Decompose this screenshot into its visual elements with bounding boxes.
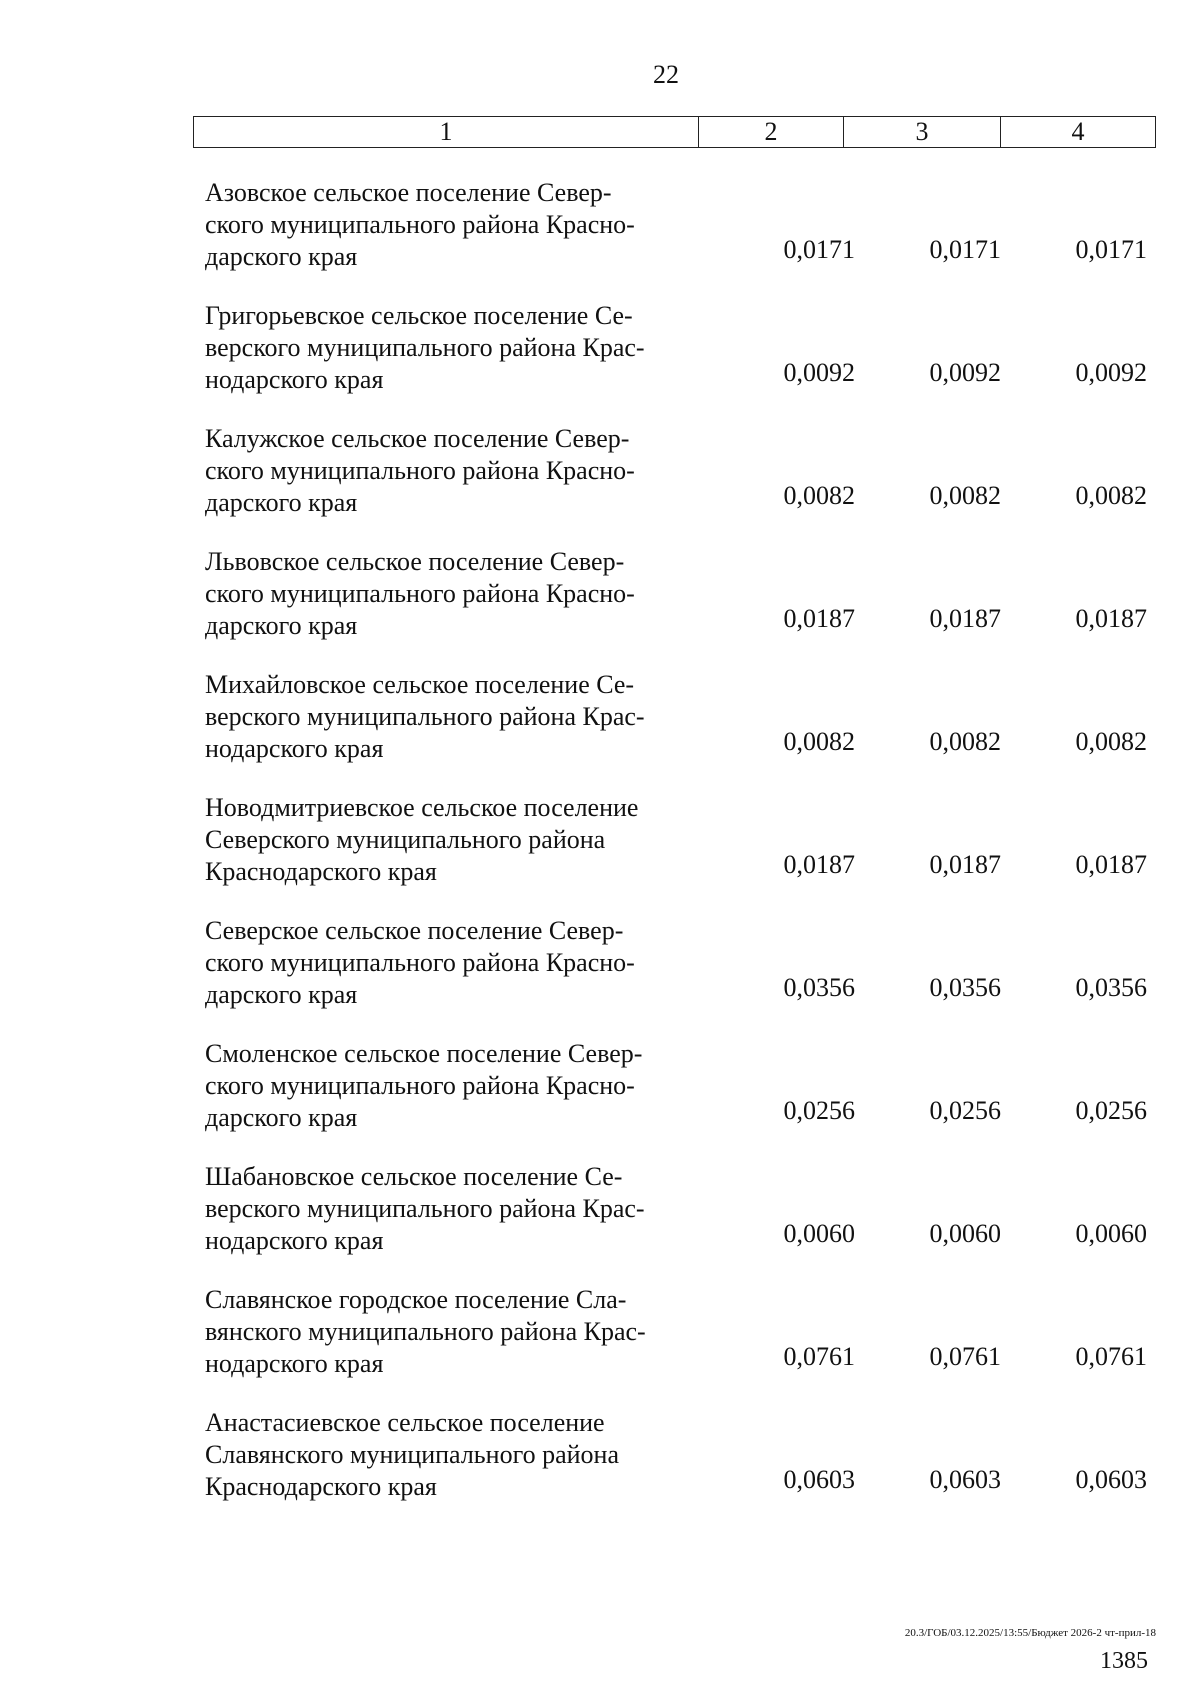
- value-col-4: 0,0171: [1075, 235, 1147, 264]
- value-col-3: 0,0187: [929, 604, 1001, 633]
- settlement-name-line: Михайловское сельское поселение Се-: [205, 670, 635, 699]
- table-row: [205, 150, 1155, 273]
- header-col-3: 3: [844, 117, 1001, 148]
- value-col-2: 0,0603: [783, 1465, 855, 1494]
- document-stamp: 20.3/ГОБ/03.12.2025/13:55/Бюджет 2026-2 чт-прил-18: [904, 1627, 1156, 1639]
- settlement-name: [205, 1038, 695, 1134]
- settlement-name-line: дарского края: [205, 242, 358, 271]
- table-row: [205, 273, 1155, 396]
- page-number: 22: [653, 60, 679, 89]
- settlement-name-line: Новодмитриевское сельское поселение: [205, 793, 639, 822]
- table-body: [205, 150, 1155, 1503]
- settlement-name-line: Львовское сельское поселение Север-: [205, 547, 625, 576]
- value-col-2: 0,0187: [783, 850, 855, 879]
- value-col-4: 0,0761: [1075, 1342, 1147, 1371]
- value-col-4: 0,0092: [1075, 358, 1147, 387]
- settlement-name-line: дарского края: [205, 980, 358, 1009]
- settlement-name-line: Северское сельское поселение Север-: [205, 916, 624, 945]
- settlement-name-line: ского муниципального района Красно-: [205, 1071, 635, 1100]
- settlement-name: [205, 1407, 695, 1503]
- settlement-name: [205, 915, 695, 1011]
- value-col-4: 0,0256: [1075, 1096, 1147, 1125]
- table-row: [205, 1134, 1155, 1257]
- settlement-name-line: дарского края: [205, 611, 358, 640]
- value-col-4: 0,0356: [1075, 973, 1147, 1002]
- value-col-3: 0,0082: [929, 481, 1001, 510]
- value-col-2: 0,0171: [783, 235, 855, 264]
- settlement-name-line: Григорьевское сельское поселение Се-: [205, 301, 633, 330]
- table-row: [205, 765, 1155, 888]
- settlement-name-line: нодарского края: [205, 734, 384, 763]
- value-col-3: 0,0082: [929, 727, 1001, 756]
- value-col-4: 0,0060: [1075, 1219, 1147, 1248]
- value-col-2: 0,0761: [783, 1342, 855, 1371]
- value-col-2: 0,0060: [783, 1219, 855, 1248]
- value-col-3: 0,0356: [929, 973, 1001, 1002]
- settlement-name: [205, 669, 695, 765]
- value-col-2: 0,0082: [783, 481, 855, 510]
- settlement-name-line: ского муниципального района Красно-: [205, 456, 635, 485]
- settlement-name-line: нодарского края: [205, 1349, 384, 1378]
- settlement-name: [205, 1161, 695, 1257]
- settlement-name-line: Азовское сельское поселение Север-: [205, 178, 612, 207]
- value-col-4: 0,0082: [1075, 481, 1147, 510]
- settlement-name-line: верского муниципального района Крас-: [205, 333, 645, 362]
- value-col-4: 0,0082: [1075, 727, 1147, 756]
- settlement-name-line: Северского муниципального района: [205, 825, 606, 854]
- settlement-name: [205, 300, 695, 396]
- table-row: [205, 519, 1155, 642]
- value-col-4: 0,0187: [1075, 850, 1147, 879]
- settlement-name-line: Краснодарского края: [205, 1472, 437, 1501]
- value-col-3: 0,0187: [929, 850, 1001, 879]
- settlement-name: [205, 792, 695, 888]
- table-row: [205, 1380, 1155, 1503]
- table-row: [205, 396, 1155, 519]
- settlement-name: [205, 546, 695, 642]
- value-col-3: 0,0060: [929, 1219, 1001, 1248]
- table-row: [205, 1011, 1155, 1134]
- settlement-name-line: нодарского края: [205, 1226, 384, 1255]
- settlement-name-line: ского муниципального района Красно-: [205, 579, 635, 608]
- header-col-1: 1: [194, 117, 699, 148]
- value-col-3: 0,0603: [929, 1465, 1001, 1494]
- table-row: [205, 1257, 1155, 1380]
- settlement-name-line: Смоленское сельское поселение Север-: [205, 1039, 643, 1068]
- header-col-4: 4: [1001, 117, 1156, 148]
- value-col-3: 0,0092: [929, 358, 1001, 387]
- settlement-name-line: Шабановское сельское поселение Се-: [205, 1162, 623, 1191]
- value-col-3: 0,0761: [929, 1342, 1001, 1371]
- settlement-name-line: нодарского края: [205, 365, 384, 394]
- settlement-name-line: Славянского муниципального района: [205, 1440, 619, 1469]
- settlement-name: [205, 1284, 695, 1380]
- value-col-2: 0,0092: [783, 358, 855, 387]
- settlement-name: [205, 423, 695, 519]
- settlement-name-line: верского муниципального района Крас-: [205, 702, 645, 731]
- value-col-2: 0,0256: [783, 1096, 855, 1125]
- settlement-name-line: ского муниципального района Красно-: [205, 948, 635, 977]
- value-col-3: 0,0256: [929, 1096, 1001, 1125]
- value-col-2: 0,0082: [783, 727, 855, 756]
- settlement-name-line: дарского края: [205, 1103, 358, 1132]
- value-col-3: 0,0171: [929, 235, 1001, 264]
- settlement-name-line: дарского края: [205, 488, 358, 517]
- value-col-4: 0,0187: [1075, 604, 1147, 633]
- table-row: [205, 888, 1155, 1011]
- sheet-number: 1385: [1100, 1648, 1148, 1674]
- settlement-name-line: Краснодарского края: [205, 857, 437, 886]
- settlement-name-line: Калужское сельское поселение Север-: [205, 424, 630, 453]
- settlement-name-line: верского муниципального района Крас-: [205, 1194, 645, 1223]
- value-col-2: 0,0356: [783, 973, 855, 1002]
- header-col-2: 2: [699, 117, 844, 148]
- settlement-name-line: ского муниципального района Красно-: [205, 210, 635, 239]
- table-row: [205, 642, 1155, 765]
- settlement-name: [205, 177, 695, 273]
- value-col-4: 0,0603: [1075, 1465, 1147, 1494]
- settlement-name-line: Анастасиевское сельское поселение: [205, 1408, 605, 1437]
- table-header: [193, 116, 1156, 148]
- settlement-name-line: Славянское городское поселение Сла-: [205, 1285, 627, 1314]
- value-col-2: 0,0187: [783, 604, 855, 633]
- settlement-name-line: вянского муниципального района Крас-: [205, 1317, 646, 1346]
